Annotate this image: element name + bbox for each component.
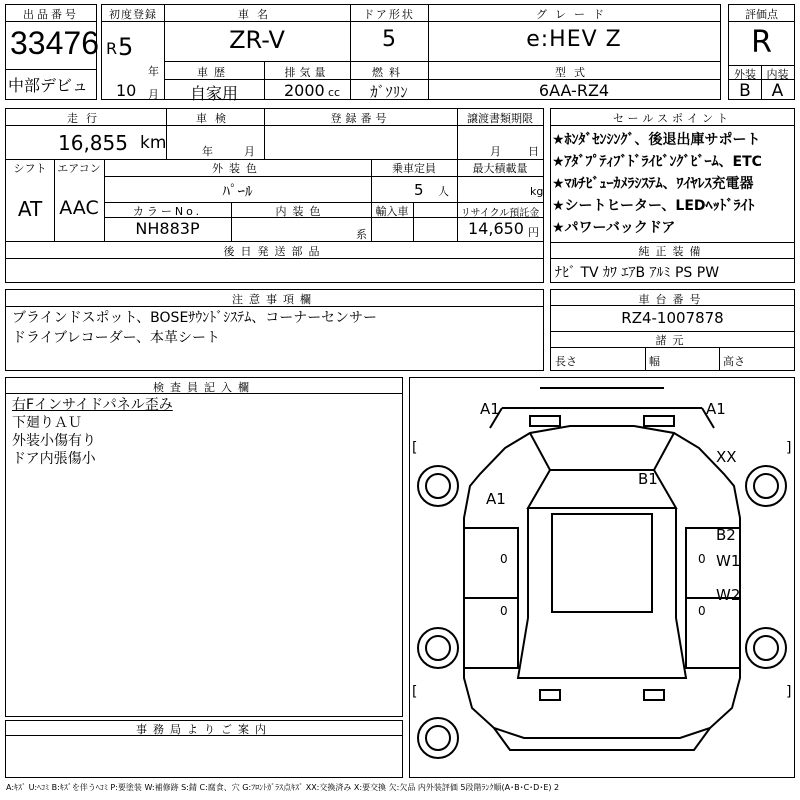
capacity-label: 乗車定員 xyxy=(392,162,436,175)
main-header-box xyxy=(101,4,721,103)
equipment-value: ﾅﾋﾞ TV ｶﾜ ｴｱB ｱﾙﾐ PS PW xyxy=(555,265,720,281)
car-diagram xyxy=(409,377,795,778)
displacement-value: 2000 xyxy=(284,81,325,100)
damage-mark: A1 xyxy=(486,490,506,508)
grade-label: グレード xyxy=(536,8,612,21)
door-value: 5 xyxy=(382,27,396,52)
zero-mark: 0 xyxy=(698,604,706,618)
later-parts-box xyxy=(5,241,544,283)
max-load-unit: kg xyxy=(530,185,544,198)
selling-point-item: ★シートヒーター、LEDﾍｯﾄﾞﾗｲﾄ xyxy=(552,198,755,214)
reg-month: 10 xyxy=(116,81,137,100)
color-no-label: カラーNo. xyxy=(132,205,203,218)
selling-point-item: ★パワーバックドア xyxy=(552,220,676,236)
lot-label: 出品番号 xyxy=(23,8,79,21)
bracket-left: [ xyxy=(412,440,418,456)
selling-point-item: ★ｱﾀﾞﾌﾟﾃｨﾌﾞﾄﾞﾗｲﾋﾞﾝｸﾞﾋﾞｰﾑ、ETC xyxy=(552,154,762,170)
reg-year: 5 xyxy=(118,33,134,61)
inspection-label: 車検 xyxy=(196,112,234,125)
vehicle-info-box xyxy=(5,108,544,242)
zero-mark: 0 xyxy=(500,552,508,566)
zero-mark: 0 xyxy=(698,552,706,566)
notes-line: ドライブレコーダー、本革シート xyxy=(12,330,221,346)
recycle-label: リサイクル預託金 xyxy=(460,208,540,219)
rating-label: 評価点 xyxy=(745,8,778,21)
fuel-label: 燃料 xyxy=(372,66,406,79)
era: R xyxy=(106,39,118,58)
history-label: 車歴 xyxy=(197,66,231,79)
int-grade: A xyxy=(771,81,784,101)
inspector-line: 右Fインサイドパネル歪み xyxy=(12,397,173,413)
displacement-label: 排気量 xyxy=(284,66,330,79)
damage-mark: XX xyxy=(716,448,737,466)
selling-point-item: ★ﾎﾝﾀﾞｾﾝｼﾝｸﾞ、後退出庫サポート xyxy=(552,132,761,148)
rating-value: R xyxy=(751,25,772,60)
legend-footer: A:ｷｽﾞ U:ﾍｺﾐ B:ｷｽﾞを伴うﾍｺﾐ P:要塗装 W:補修跡 S:錆 C:腐食、穴 G:ﾌﾛﾝﾄｶﾞﾗｽ点ｷｽﾞ XX:交換済み X:要交換 欠:欠品 内外装評価 5段階ﾗﾝｸ順(A･B･C･D･E) 2 xyxy=(6,783,560,792)
mileage-value: 16,855 xyxy=(58,131,128,155)
bracket-right: ] xyxy=(786,684,792,700)
inspector-line: 下廻りＡＵ xyxy=(12,415,82,431)
first-reg-label: 初度登録 xyxy=(109,8,157,21)
model-label: 車名 xyxy=(238,8,276,21)
height-label: 高さ xyxy=(723,355,745,368)
transfer-day-unit: 日 xyxy=(528,145,539,158)
ext-color-label: 外装色 xyxy=(212,162,263,175)
lot-box xyxy=(5,4,97,100)
notes-label: 注意事項欄 xyxy=(232,293,317,306)
damage-mark: W1 xyxy=(716,552,741,570)
aircon-value: AAC xyxy=(59,197,99,219)
chassis-box xyxy=(550,289,795,371)
mileage-label: 走行 xyxy=(67,112,105,125)
displacement-unit: cc xyxy=(328,86,341,99)
length-label: 長さ xyxy=(555,355,577,368)
shift-label: シフト xyxy=(13,162,47,175)
max-load-label: 最大積載量 xyxy=(472,162,528,175)
transfer-month-unit: 月 xyxy=(490,145,501,158)
selling-points-box xyxy=(550,108,795,283)
inspector-box xyxy=(5,377,403,717)
aircon-label: エアコン xyxy=(57,162,101,175)
damage-mark: A1 xyxy=(706,400,726,418)
inspector-line: ドア内張傷小 xyxy=(12,451,96,467)
door-label: ドア形状 xyxy=(363,8,415,21)
grade-value: e:HEV Z xyxy=(526,27,622,52)
debut-label: 中部デビュ xyxy=(8,76,89,95)
inspection-month-unit: 月 xyxy=(244,145,255,158)
reg-no-label: 登録番号 xyxy=(330,112,391,125)
later-parts-label: 後日発送部品 xyxy=(223,245,326,258)
car-outline-drawing xyxy=(410,378,794,777)
chassis-label: 車台番号 xyxy=(638,293,707,306)
recycle-unit: 円 xyxy=(528,226,539,239)
year-unit: 年 xyxy=(148,65,159,78)
import-label: 輸入車 xyxy=(375,205,409,218)
int-color-label: 内装色 xyxy=(275,205,327,218)
selling-points-label: セールスポイント xyxy=(612,112,732,125)
inspector-line: 外装小傷有り xyxy=(12,433,96,449)
equipment-label: 純正装備 xyxy=(638,245,707,258)
capacity-value: 5 xyxy=(414,181,424,199)
office-box xyxy=(5,720,403,778)
damage-mark: W2 xyxy=(716,586,741,604)
damage-mark: B2 xyxy=(716,526,736,544)
zero-mark: 0 xyxy=(500,604,508,618)
color-no-value: NH883P xyxy=(135,219,200,238)
recycle-value: 14,650 xyxy=(468,219,524,238)
int-grade-label: 内装 xyxy=(766,68,789,81)
notes-box xyxy=(5,289,544,371)
mileage-unit: km xyxy=(140,133,167,153)
type-label: 型式 xyxy=(555,66,593,79)
type-value: 6AA-RZ4 xyxy=(538,81,610,100)
ext-grade: B xyxy=(739,81,751,101)
width-label: 幅 xyxy=(649,355,660,368)
selling-point-item: ★ﾏﾙﾁﾋﾞｭｰｶﾒﾗｼｽﾃﾑ、ﾜｲﾔﾚｽ充電器 xyxy=(552,176,754,192)
office-label: 事務局よりご案内 xyxy=(136,723,272,736)
damage-mark: B1 xyxy=(638,470,658,488)
inspector-label: 検査員記入欄 xyxy=(153,381,255,394)
bracket-right: ] xyxy=(786,440,792,456)
ext-grade-label: 外装 xyxy=(734,68,756,81)
ext-color-value: ﾊﾟｰﾙ xyxy=(222,182,253,200)
fuel-value: ｶﾞｿﾘﾝ xyxy=(370,83,408,101)
damage-mark: A1 xyxy=(480,400,500,418)
model-name: ZR-V xyxy=(229,26,285,54)
notes-line: ブラインドスポット、BOSEｻｳﾝﾄﾞｼｽﾃﾑ、コーナーセンサー xyxy=(12,310,378,326)
history-value: 自家用 xyxy=(189,84,238,103)
dims-label: 諸元 xyxy=(655,334,690,347)
int-color-unit: 系 xyxy=(356,228,367,241)
bracket-left: [ xyxy=(412,684,418,700)
shift-value: AT xyxy=(17,197,43,221)
transfer-label: 譲渡書類期限 xyxy=(467,112,533,125)
capacity-unit: 人 xyxy=(438,185,449,198)
inspection-year-unit: 年 xyxy=(202,145,213,158)
month-unit: 月 xyxy=(148,88,159,101)
rating-box xyxy=(728,4,795,100)
lot-number: 33476 xyxy=(10,25,99,61)
chassis-value: RZ4-1007878 xyxy=(621,309,724,327)
